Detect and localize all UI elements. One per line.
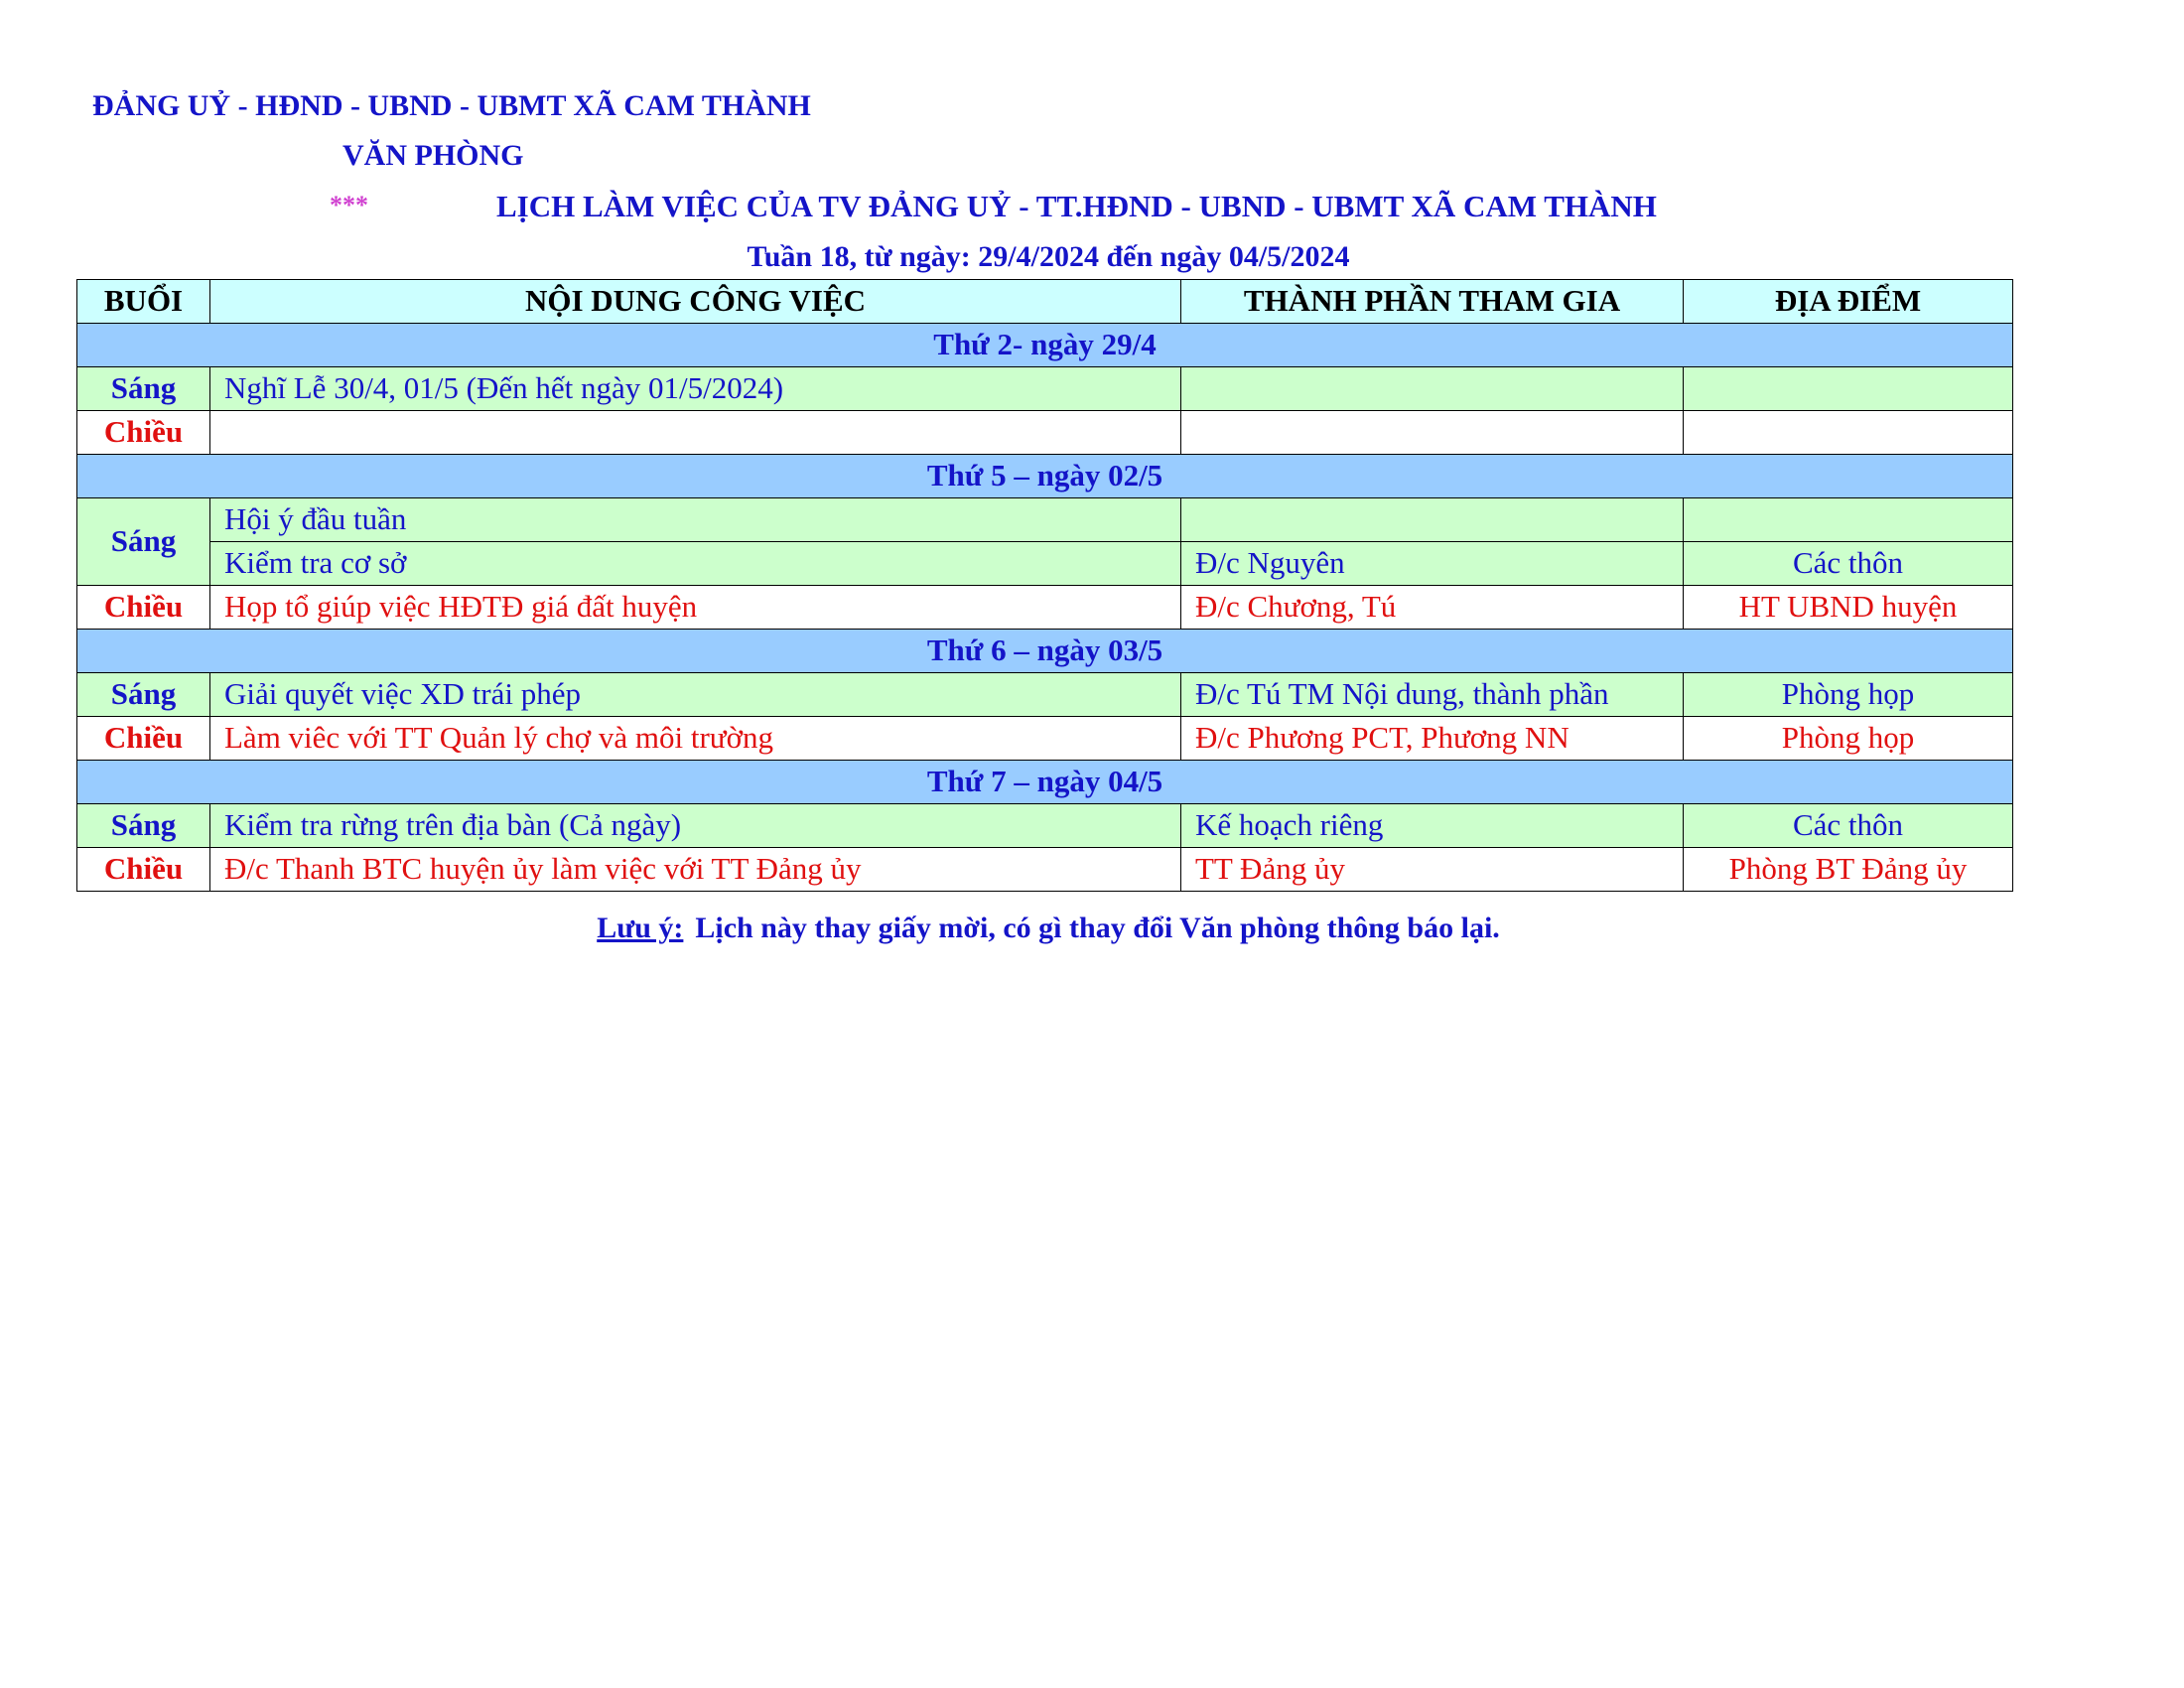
decorative-stars: *** [330, 191, 368, 219]
table-header-row [77, 280, 2013, 324]
task-location: Phòng họp [1684, 717, 2013, 761]
task-content: Đ/c Thanh BTC huyện ủy làm việc với TT Đảng ủy [210, 848, 1181, 892]
task-participants: Đ/c Chương, Tú [1181, 586, 1684, 630]
session-afternoon: Chiều [77, 411, 210, 455]
note-text: Lịch này thay giấy mời, có gì thay đổi Văn phòng thông báo lại. [695, 912, 1500, 944]
task-participants [1181, 367, 1684, 411]
task-participants [1181, 498, 1684, 542]
office-name: VĂN PHÒNG [342, 139, 524, 172]
task-content: Nghĩ Lễ 30/4, 01/5 (Đến hết ngày 01/5/2024) [210, 367, 1181, 411]
task-location: Các thôn [1684, 542, 2013, 586]
task-location: Phòng họp [1684, 673, 2013, 717]
session-afternoon: Chiều [77, 586, 210, 630]
day-row [77, 761, 2013, 804]
header-session: BUỔI [77, 280, 210, 324]
task-participants: Kế hoạch riêng [1181, 804, 1684, 848]
table-row [77, 804, 2013, 848]
day-label: Thứ 2- ngày 29/4 [77, 324, 2013, 367]
day-label: Thứ 6 – ngày 03/5 [77, 630, 2013, 673]
task-content: Kiểm tra rừng trên địa bàn (Cả ngày) [210, 804, 1181, 848]
task-location: Các thôn [1684, 804, 2013, 848]
task-content: Làm viêc với TT Quản lý chợ và môi trường [210, 717, 1181, 761]
session-morning: Sáng [77, 498, 210, 586]
document-title: LỊCH LÀM VIỆC CỦA TV ĐẢNG UỶ - TT.HĐND - UBND - UBMT XÃ CAM THÀNH [496, 189, 1657, 223]
day-row [77, 455, 2013, 498]
day-row [77, 630, 2013, 673]
table-row [77, 411, 2013, 455]
task-location [1684, 411, 2013, 455]
table-row [77, 498, 2013, 542]
header-content: NỘI DUNG CÔNG VIỆC [210, 280, 1181, 324]
table-row [77, 542, 2013, 586]
task-participants: Đ/c Phương PCT, Phương NN [1181, 717, 1684, 761]
week-range: Tuần 18, từ ngày: 29/4/2024 đến ngày 04/5/2024 [747, 240, 1350, 273]
session-morning: Sáng [77, 367, 210, 411]
day-row [77, 324, 2013, 367]
day-label: Thứ 5 – ngày 02/5 [77, 455, 2013, 498]
footer-note [0, 912, 2097, 945]
task-location [1684, 367, 2013, 411]
organization-header: ĐẢNG UỶ - HĐND - UBND - UBMT XÃ CAM THÀNH [92, 89, 811, 122]
header-participants: THÀNH PHẦN THAM GIA [1181, 280, 1684, 324]
task-participants: Đ/c Tú TM Nội dung, thành phần [1181, 673, 1684, 717]
task-content: Hội ý đầu tuần [210, 498, 1181, 542]
task-participants: Đ/c Nguyên [1181, 542, 1684, 586]
table-row [77, 367, 2013, 411]
table-row [77, 848, 2013, 892]
task-content: Kiểm tra cơ sở [210, 542, 1181, 586]
day-label: Thứ 7 – ngày 04/5 [77, 761, 2013, 804]
session-morning: Sáng [77, 673, 210, 717]
task-participants [1181, 411, 1684, 455]
session-afternoon: Chiều [77, 717, 210, 761]
task-content [210, 411, 1181, 455]
session-morning: Sáng [77, 804, 210, 848]
table-row [77, 717, 2013, 761]
task-participants: TT Đảng ủy [1181, 848, 1684, 892]
task-location: HT UBND huyện [1684, 586, 2013, 630]
task-location [1684, 498, 2013, 542]
table-row [77, 586, 2013, 630]
table-row [77, 673, 2013, 717]
header-location: ĐỊA ĐIỂM [1684, 280, 2013, 324]
task-content: Giải quyết việc XD trái phép [210, 673, 1181, 717]
session-afternoon: Chiều [77, 848, 210, 892]
schedule-table [76, 279, 2013, 892]
task-location: Phòng BT Đảng ủy [1684, 848, 2013, 892]
note-label: Lưu ý: [597, 912, 684, 944]
task-content: Họp tổ giúp việc HĐTĐ giá đất huyện [210, 586, 1181, 630]
